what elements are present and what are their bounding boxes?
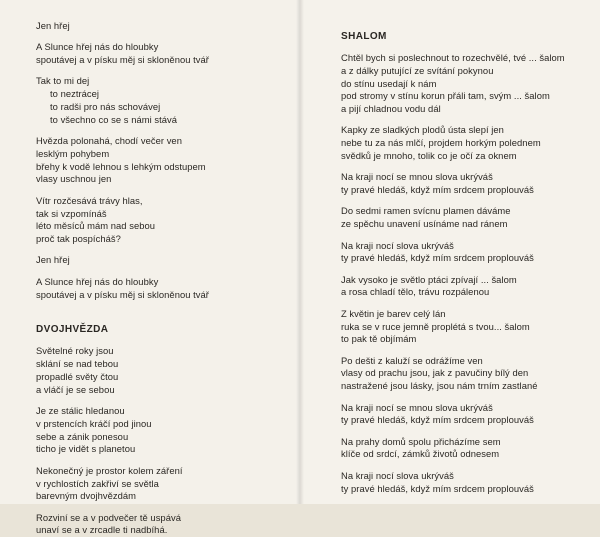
verse-line: léto měsíců mám nad sebou <box>36 220 156 232</box>
stanza <box>36 135 288 186</box>
verse-line: sebe a zánik ponesou <box>36 430 129 442</box>
verse-line: do stínu usedají k nám <box>341 77 437 89</box>
verse-line: A Slunce hřej nás do hloubky <box>36 275 159 287</box>
verse-line: Na kraji nocí slova ukrýváš <box>341 239 454 251</box>
stanza <box>36 465 288 503</box>
verse-line: tak si vzpomínáš <box>36 207 107 219</box>
verse-line: a z dálky putující ze svítání pokynou <box>341 64 494 76</box>
stanza <box>36 41 288 67</box>
verse-line: ruka se v ruce jemně proplétá s tvou... šalom <box>341 320 530 332</box>
poem-dvojhvezda <box>36 345 288 537</box>
stanza <box>36 20 288 33</box>
stanza <box>36 195 288 246</box>
verse-line: Z květin je barev celý lán <box>341 307 446 319</box>
poem-jen-hrej <box>36 20 288 301</box>
stanza <box>341 52 588 116</box>
verse-line: barevným dvojhvězdám <box>36 490 137 502</box>
verse-line: to radši pro nás schovávej <box>50 100 161 112</box>
verse-line: to všechno co se s námi stává <box>50 113 178 125</box>
stanza <box>36 75 288 126</box>
verse-line: ticho je vidět s planetou <box>36 443 136 455</box>
verse-line: v prstencích kráčí pod jinou <box>36 417 152 429</box>
verse-line: vlasy od prachu jsou, jak z pavučiny bílý den <box>341 367 529 379</box>
verse-line: Po dešti z kaluží se odrážíme ven <box>341 354 483 366</box>
verse-line: klíče od srdcí, zámků životů odnesem <box>341 448 500 460</box>
verse-line: vlasy uschnou jen <box>36 173 112 185</box>
stanza <box>341 274 588 300</box>
verse-line: Jak vysoko je světlo ptáci zpívají ... šalom <box>341 273 517 285</box>
verse-line: Rozviní se a v podvečer tě uspává <box>36 511 181 523</box>
stanza <box>341 355 588 393</box>
stanza <box>36 345 288 396</box>
right-page <box>300 0 600 504</box>
verse-line: ze spěchu unavení usínáme nad ránem <box>341 218 508 230</box>
verse-line: Na prahy domů spolu přicházíme sem <box>341 435 501 447</box>
verse-line: a rosa chladí tělo, trávu rozpálenou <box>341 286 490 298</box>
verse-line: spoutávej a v písku měj si skloněnou tvář <box>36 288 209 300</box>
verse-line: ty pravé hledáš, když mím srdcem proplouváš <box>341 252 534 264</box>
verse-line: spoutávej a v písku měj si skloněnou tvář <box>36 54 209 66</box>
stanza <box>341 308 588 346</box>
verse-line: břehy k vodě lehnou s lehkým odstupem <box>36 160 206 172</box>
verse-line: pod stromy v stínu korun přáli tam, svým ... šalom <box>341 90 550 102</box>
verse-line: to pak tě objímám <box>341 333 417 345</box>
verse-line: A Slunce hřej nás do hloubky <box>36 41 159 53</box>
verse-line: ty pravé hledáš, když mím srdcem proplouváš <box>341 482 534 494</box>
verse-line: to neztrácej <box>50 88 100 100</box>
verse-line: nebe tu za nás mlčí, projdem horkým polednem <box>341 137 541 149</box>
verse-line: v rychlostích zakřiví se světla <box>36 477 159 489</box>
verse-line: a vláčí je se sebou <box>36 383 115 395</box>
stanza <box>36 276 288 302</box>
verse-line: Hvězda polonahá, chodí večer ven <box>36 135 182 147</box>
left-page <box>0 0 300 536</box>
stanza <box>341 436 588 462</box>
stanza <box>341 124 588 162</box>
verse-line: ty pravé hledáš, když mím srdcem proplouváš <box>341 184 534 196</box>
verse-line: Nekonečný je prostor kolem záření <box>36 464 183 476</box>
stanza <box>36 405 288 456</box>
verse-line: Tak to mi dej <box>36 75 90 87</box>
stanza <box>36 512 288 537</box>
stanza <box>341 240 588 266</box>
stanza <box>341 205 588 231</box>
poem-title-shalom: SHALOM <box>341 31 387 42</box>
verse-line: Jen hřej <box>36 20 70 31</box>
verse-line: lesklým pohybem <box>36 147 110 159</box>
verse-line: Do sedmi ramen svícnu plamen dáváme <box>341 205 511 217</box>
stanza <box>341 171 588 197</box>
verse-line: nastražené jsou lásky, jsou nám trním zastlané <box>341 380 538 392</box>
verse-line: Světelné roky jsou <box>36 345 114 357</box>
verse-line: Na kraji nocí se mnou slova ukrýváš <box>341 171 493 183</box>
verse-line: Na kraji nocí slova ukrýváš <box>341 469 454 481</box>
verse-line: sklání se nad tebou <box>36 358 119 370</box>
verse-line: Je ze stálic hledanou <box>36 405 125 417</box>
verse-line: Chtěl bych si poslechnout to rozechvělé, tvé ... šalom <box>341 52 565 63</box>
verse-line: propadlé světy čtou <box>36 370 119 382</box>
verse-line: Jen hřej <box>36 254 70 266</box>
verse-line: a pijí chladnou vodu dál <box>341 103 441 115</box>
stanza <box>36 254 288 267</box>
verse-line: Vítr rozčesává trávy hlas, <box>36 194 143 206</box>
verse-line: Na kraji nocí se mnou slova ukrýváš <box>341 401 493 413</box>
verse-line: Kapky ze sladkých plodů ústa slepí jen <box>341 124 504 136</box>
verse-line: ty pravé hledáš, když mím srdcem proplouváš <box>341 414 534 426</box>
stanza <box>341 470 588 496</box>
verse-line: proč tak pospícháš? <box>36 233 121 245</box>
poem-shalom <box>341 52 588 495</box>
verse-line: unaví se a v zrcadle ti nadbíhá. <box>36 524 168 536</box>
stanza <box>341 402 588 428</box>
verse-line: svědků je mnoho, tolik co je očí za oknem <box>341 150 517 162</box>
poem-title-dvojhvezda: DVOJHVĚZDA <box>36 324 109 336</box>
